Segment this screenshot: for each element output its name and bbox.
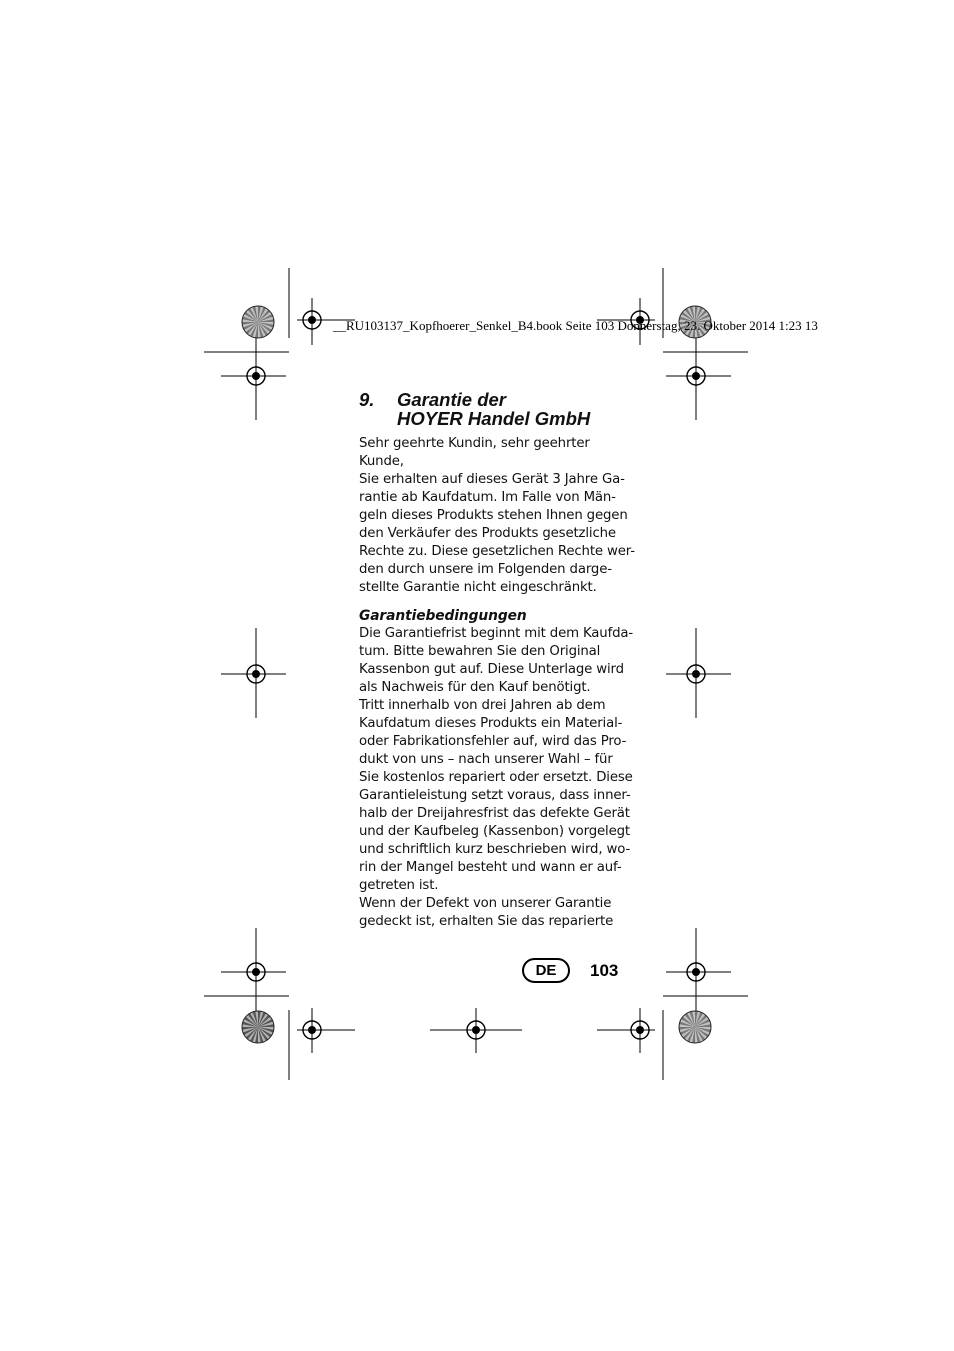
section-title-line: Garantie der [397,389,506,410]
text-line: rin der Mangel besteht und wann er auf- [359,860,622,875]
text-line: und schriftlich kurz beschrieben wird, wo- [359,842,631,857]
section-title [397,390,590,428]
text-line: den Verkäufer des Produkts gesetzliche [359,526,616,541]
text-line: stellte Garantie nicht eingeschränkt. [359,580,597,595]
text-line: Wenn der Defekt von unserer Garantie [359,896,612,911]
text-line: Rechte zu. Diese gesetzlichen Rechte wer- [359,544,635,559]
text-line: Kunde, [359,454,404,469]
subheading: Garantiebedingungen [359,608,527,624]
page-number: 103 [590,961,619,980]
text-line: getreten ist. [359,878,439,893]
page-content [359,389,635,931]
text-line: gedeckt ist, erhalten Sie das reparierte [359,914,614,929]
section-heading [359,390,631,428]
text-line: rantie ab Kaufdatum. Im Falle von Män- [359,490,616,505]
starburst-target-icon [679,1011,711,1043]
section-number: 9. [359,389,375,410]
text-line: als Nachweis für den Kauf benötigt. [359,680,591,695]
text-line: oder Fabrikationsfehler auf, wird das Pro- [359,734,627,749]
text-line: Kaufdatum dieses Produkts ein Material- [359,716,623,731]
text-line: Die Garantiefrist beginnt mit dem Kaufda- [359,626,634,641]
text-line: Sehr geehrte Kundin, sehr geehrter [359,436,590,451]
text-line: Sie erhalten auf dieses Gerät 3 Jahre Ga- [359,472,625,487]
text-line: Kassenbon gut auf. Diese Unterlage wird [359,662,624,677]
language-badge: DE [522,958,570,983]
conditions-paragraph [359,625,634,931]
text-line: und der Kaufbeleg (Kassenbon) vorgelegt [359,824,630,839]
text-line: Tritt innerhalb von drei Jahren ab dem [359,698,606,713]
text-line: tum. Bitte bewahren Sie den Original [359,644,601,659]
text-line: halb der Dreijahresfrist das defekte Gerät [359,806,630,821]
starburst-target-icon [242,1011,274,1043]
text-line: geln dieses Produkts stehen Ihnen gegen [359,508,628,523]
text-line: Garantieleistung setzt voraus, dass inner- [359,788,631,803]
starburst-target-icon [242,306,274,338]
print-slug-line [333,317,833,335]
text-line: dukt von uns – nach unserer Wahl – für [359,752,613,767]
text-line: Sie kostenlos repariert oder ersetzt. Diese [359,770,633,785]
slug-text: __RU103137_Kopfhoerer_Senkel_B4.book Seite 103 Donnerstag, 23. Oktober 2014 1:23 13 [333,318,818,333]
section-title-line: HOYER Handel GmbH [397,408,591,429]
text-line: den durch unsere im Folgenden darge- [359,562,612,577]
intro-paragraph [359,435,635,597]
